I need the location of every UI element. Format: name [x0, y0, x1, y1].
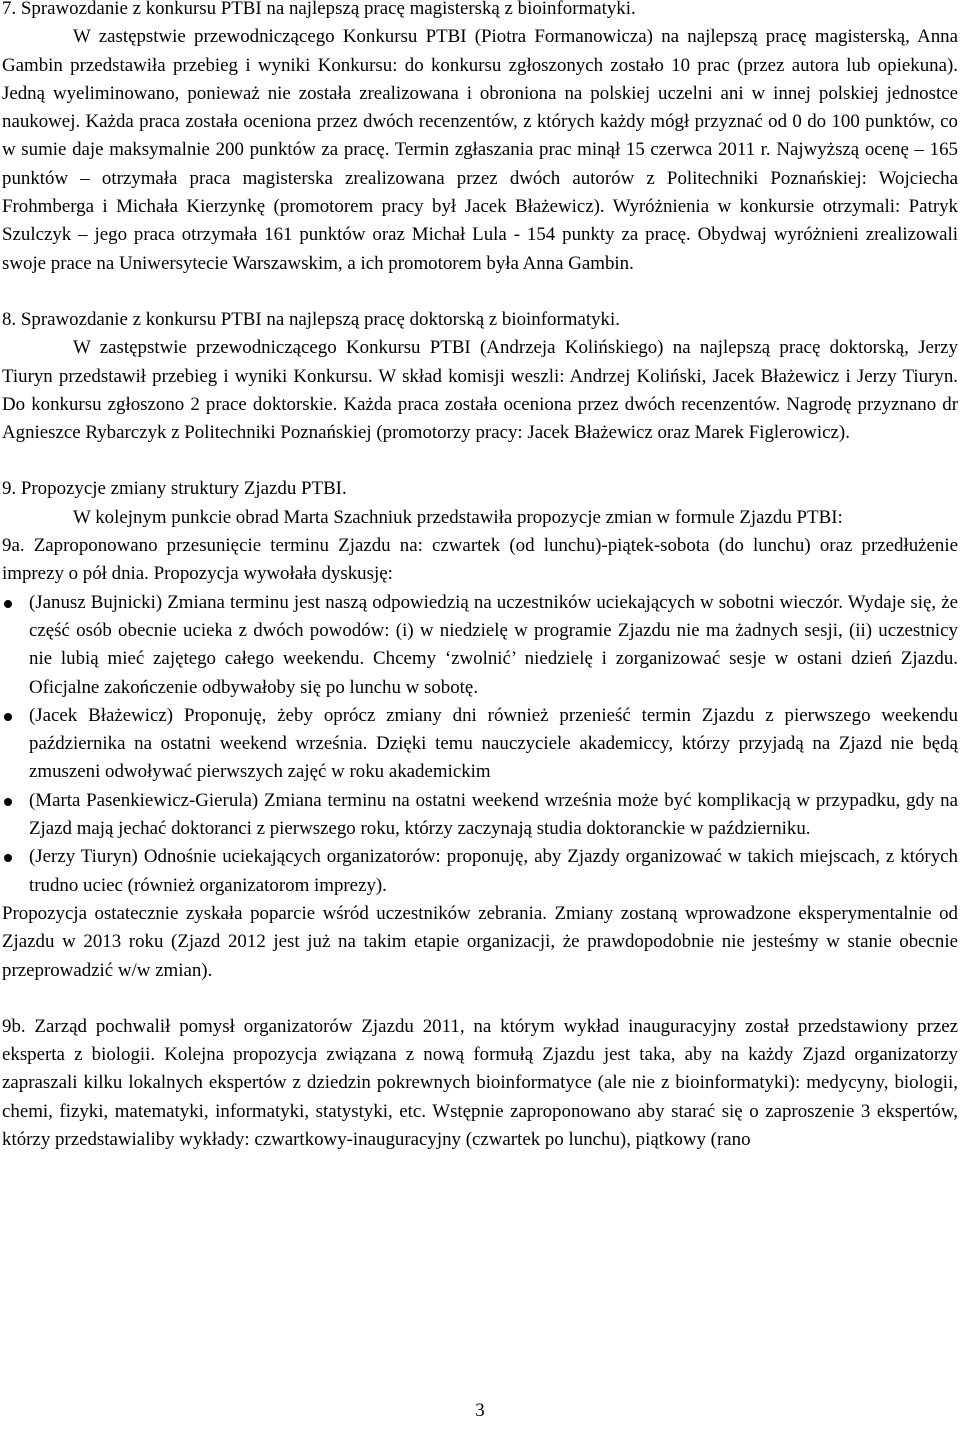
list-item [2, 787, 958, 844]
section-8-paragraph: W zastępstwie przewodniczącego Konkursu PTBI (Andrzeja Kolińskiego) na najlepszą pracę doktorską, Jerzy Tiuryn przedstawił przebieg i wyniki Konkursu. W skład komisji weszli: Andrzej Koliński, Jacek Błażewicz i Jerzy Tiuryn. Do konkursu zgłoszono 2 prace doktorskie. Każda praca została oceniona przez dwóch recenzentów. Nagrodę przyznano dr Agnieszce Rybarczyk z Politechniki Poznańskiej (promotorzy pracy: Jacek Błażewicz oraz Marek Figlerowicz). [2, 337, 958, 444]
bullet-icon [4, 798, 12, 806]
section-7-heading: 7. Sprawozdanie z konkursu PTBI na najlepszą pracę magisterską z bioinformatyki. [2, 0, 636, 19]
section-9-conclusion: Propozycja ostatecznie zyskała poparcie wśród uczestników zebrania. Zmiany zostaną wprowadzone eksperymentalnie od Zjazdu w 2013 roku (Zjazd 2012 jest już na takim etapie organizacji, że prawdopodobnie nie jesteśmy w stanie obecnie przeprowadzić w/w zmian). [2, 902, 958, 981]
section-9a-paragraph: 9a. Zaproponowano przesunięcie terminu Zjazdu na: czwartek (od lunchu)-piątek-sobota (do lunchu) oraz przedłużenie imprezy o pół dnia. Propozycja wywołała dyskusję: [2, 535, 958, 585]
discussion-list [2, 589, 958, 900]
document-page [2, 0, 958, 1154]
section-8-heading: 8. Sprawozdanie z konkursu PTBI na najlepszą pracę doktorską z bioinformatyki. [2, 308, 620, 330]
page-number: 3 [475, 1400, 485, 1421]
spacer [2, 985, 958, 1013]
section-7-paragraph: W zastępstwie przewodniczącego Konkursu PTBI (Piotra Formanowicza) na najlepszą pracę magisterską, Anna Gambin przedstawiła przebieg i wyniki Konkursu: do konkursu zgłoszonych zostało 10 prac (przez autora lub opiekuna). Jedną wyeliminowano, ponieważ nie została zrealizowana i obroniona na polskiej uczelni ani w innej polskiej jednostce naukowej. Każda praca została oceniona przez dwóch recenzentów, z których każdy mógł przyznać od 0 do 100 punktów, co w sumie daje maksymalnie 200 punktów za pracę. Termin zgłaszania prac minął 15 czerwca 2011 r. Najwyższą ocenę – 165 punktów – otrzymała praca magisterska zrealizowana przez dwóch autorów z Politechniki Poznańskiej: Wojciecha Frohmberga i Michała Kierzynkę (promotorem pracy był Jacek Błażewicz). Wyróżnienia w konkursie otrzymali: Patryk Szulczyk – jego praca otrzymała 161 punktów oraz Michał Lula - 154 punkty za pracę. Obydwaj wyróżnieni zrealizowali swoje prace na Uniwersytecie Warszawskim, a ich promotorem była Anna Gambin. [2, 26, 958, 274]
list-item-text: (Jerzy Tiuryn) Odnośnie uciekających organizatorów: proponuję, aby Zjazdy organizować w takich miejscach, z których trudno uciec (również organizatorom imprezy). [29, 846, 958, 896]
section-9-intro: W kolejnym punkcie obrad Marta Szachniuk przedstawiła propozycje zmian w formule Zjazdu PTBI: [73, 506, 843, 528]
section-9-heading: 9. Propozycje zmiany struktury Zjazdu PTBI. [2, 478, 347, 500]
list-item-text: (Janusz Bujnicki) Zmiana terminu jest naszą odpowiedzią na uczestników uciekających w sobotni wieczór. Wydaje się, że część osób obecnie ucieka z dwóch powodów: (i) w niedzielę w programie Zjazdu nie ma żadnych sesji, (ii) uczestnicy nie lubią mieć zajętego całego weekendu. Chcemy ‘zwolnić’ niedzielę i zorganizować sesje w ostani dzień Zjazdu. Oficjalne zakończenie odbywałoby się po lunchu w sobotę. [29, 591, 958, 698]
spacer [2, 447, 958, 475]
list-item-text: (Jacek Błażewicz) Proponuję, żeby oprócz zmiany dni również przenieść termin Zjazdu z pierwszego weekendu października na ostatni weekend września. Dzięki temu nauczyciele akademiccy, którzy przyjadą na Zjazd nie będą zmuszeni odwoływać pierwszych zajęć w roku akademickim [29, 704, 958, 783]
section-9b-paragraph: 9b. Zarząd pochwalił pomysł organizatorów Zjazdu 2011, na którym wykład inauguracyjny został przedstawiony przez eksperta z biologii. Kolejna propozycja związana z nową formułą Zjazdu jest taka, aby na każdy Zjazd organizatorzy zapraszali kilku lokalnych ekspertów z dziedzin pokrewnych bioinformatyce (ale nie z bioinformatyki): medycyny, biologii, chemi, fizyki, matematyki, informatyki, statystyki, etc. Wstępnie zaproponowano aby starać się o zaproszenie 3 ekspertów, którzy przedstawialiby wykłady: czwartkowy-inauguracyjny (czwartek po lunchu), piątkowy (rano [2, 1015, 958, 1150]
bullet-icon [4, 600, 12, 608]
list-item [2, 589, 958, 702]
bullet-icon [4, 713, 12, 721]
bullet-icon [4, 854, 12, 862]
list-item-text: (Marta Pasenkiewicz-Gierula) Zmiana terminu na ostatni weekend września może być komplikacją w przypadku, gdy na Zjazd mają jechać doktoranci z pierwszego roku, którzy zaczynają studia doktoranckie w październiku. [29, 789, 958, 840]
spacer [2, 278, 958, 306]
list-item [2, 843, 958, 900]
list-item [2, 702, 958, 787]
